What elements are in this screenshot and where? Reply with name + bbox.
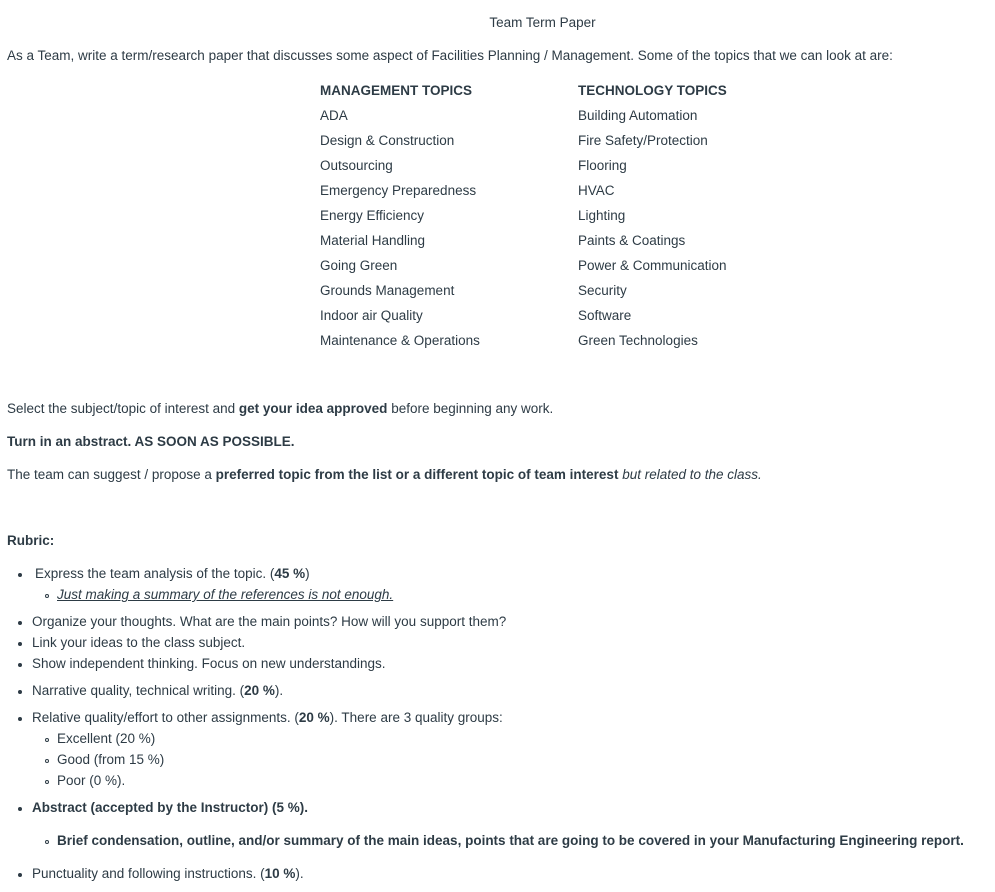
rubric-text: Express the team analysis of the topic. (: [35, 566, 275, 581]
technology-topic-item: Fire Safety/Protection: [578, 133, 708, 148]
management-topic-item: ADA: [320, 108, 348, 123]
bullet-dot: [18, 642, 22, 646]
bullet-dot: [18, 717, 22, 721]
select-text-end: before beginning any work.: [387, 401, 554, 416]
sub-bullet-circle: [45, 759, 49, 763]
management-topic-item: Grounds Management: [320, 283, 455, 298]
quality-group-poor: Poor (0 %).: [57, 773, 126, 788]
rubric-label: Rubric:: [7, 533, 55, 548]
rubric-item-link: Link your ideas to the class subject.: [32, 635, 246, 650]
rubric-item-independent: Show independent thinking. Focus on new understandings.: [32, 656, 386, 671]
sub-bullet-circle: [45, 594, 49, 598]
rubric-subitem-summary-note: [57, 586, 393, 604]
technology-topics-heading: TECHNOLOGY TOPICS: [578, 83, 727, 98]
technology-topic-item: Paints & Coatings: [578, 233, 686, 248]
technology-topic-item: Software: [578, 308, 632, 323]
summary-note-text: Just making a summary of the references is not enough.: [57, 587, 394, 602]
rubric-item-abstract: Abstract (accepted by the Instructor) (5 %).: [32, 800, 309, 815]
rubric-percent: 10 %: [264, 866, 296, 881]
management-topic-item: Material Handling: [320, 233, 426, 248]
bullet-dot: [18, 573, 22, 577]
technology-topic-item: HVAC: [578, 183, 615, 198]
management-topic-item: Maintenance & Operations: [320, 333, 480, 348]
rubric-text: Relative quality/effort to other assignments. (: [32, 710, 299, 725]
management-topic-item: Going Green: [320, 258, 398, 273]
suggest-paragraph: [7, 466, 762, 484]
rubric-percent: 45 %: [274, 566, 306, 581]
sub-bullet-circle: [45, 840, 49, 844]
rubric-item-relative-quality: [32, 709, 503, 727]
select-topic-paragraph: [7, 400, 553, 418]
rubric-item-narrative: [32, 682, 283, 700]
rubric-item-organize: Organize your thoughts. What are the main points? How will you support them?: [32, 614, 507, 629]
rubric-item-analysis: [35, 565, 310, 583]
technology-topic-item: Flooring: [578, 158, 627, 173]
technology-topic-item: Power & Communication: [578, 258, 727, 273]
bullet-dot: [18, 873, 22, 877]
rubric-subitem-abstract-detail: Brief condensation, outline, and/or summary of the main ideas, points that are going to be covered in your Manufacturing Engineering report.: [57, 833, 964, 848]
quality-group-good: Good (from 15 %): [57, 752, 165, 767]
bullet-dot: [18, 690, 22, 694]
suggest-bold-text: preferred topic from the list or a different topic of team interest: [215, 467, 619, 482]
management-topics-heading: MANAGEMENT TOPICS: [320, 83, 473, 98]
rubric-text: Narrative quality, technical writing. (: [32, 683, 245, 698]
rubric-text: Punctuality and following instructions. (: [32, 866, 265, 881]
technology-topic-item: Security: [578, 283, 627, 298]
rubric-percent: 20 %: [298, 710, 330, 725]
rubric-text: ): [305, 566, 310, 581]
management-topic-item: Outsourcing: [320, 158, 393, 173]
bullet-dot: [18, 807, 22, 811]
suggest-text: The team can suggest / propose a: [7, 467, 216, 482]
select-bold-text: get your idea approved: [238, 401, 388, 416]
quality-group-excellent: Excellent (20 %): [57, 731, 156, 746]
bullet-dot: [18, 663, 22, 667]
sub-bullet-circle: [45, 780, 49, 784]
bullet-dot: [18, 621, 22, 625]
management-topic-item: Design & Construction: [320, 133, 455, 148]
rubric-percent: 20 %: [244, 683, 275, 698]
abstract-instruction: Turn in an abstract. AS SOON AS POSSIBLE.: [7, 434, 295, 449]
management-topic-item: Indoor air Quality: [320, 308, 423, 323]
management-topic-item: Energy Efficiency: [320, 208, 425, 223]
page-title: Team Term Paper: [489, 15, 596, 30]
intro-paragraph: As a Team, write a term/research paper that discusses some aspect of Facilities Planning / Management. Some of the topics that we can look at are:: [7, 48, 893, 63]
rubric-item-punctuality: [32, 865, 304, 883]
management-topic-item: Emergency Preparedness: [320, 183, 477, 198]
technology-topic-item: Lighting: [578, 208, 626, 223]
rubric-text: ).: [274, 683, 284, 698]
select-text: Select the subject/topic of interest and: [7, 401, 239, 416]
technology-topic-item: Green Technologies: [578, 333, 698, 348]
sub-bullet-circle: [45, 738, 49, 742]
rubric-text: ). There are 3 quality groups:: [329, 710, 503, 725]
suggest-italic-text: but related to the class.: [618, 467, 762, 482]
technology-topic-item: Building Automation: [578, 108, 698, 123]
rubric-text: ).: [295, 866, 304, 881]
